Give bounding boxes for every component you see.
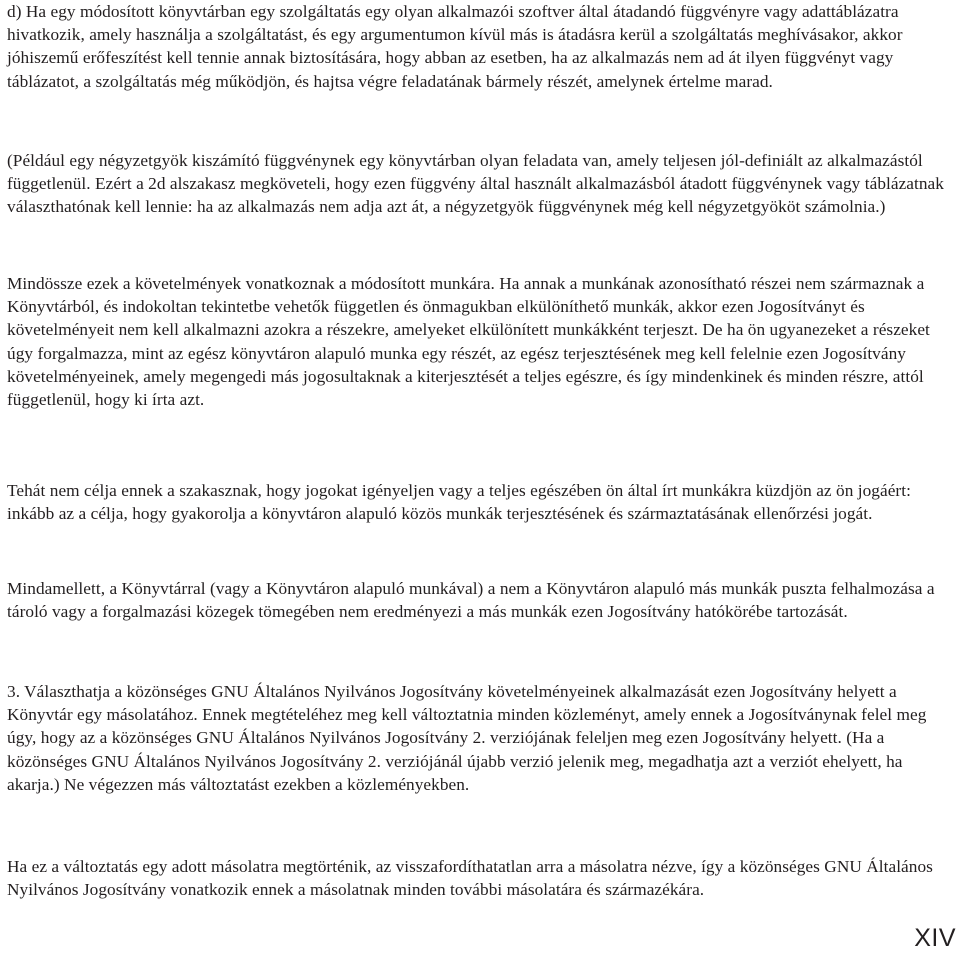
paragraph-irreversible-change: Ha ez a változtatás egy adott másolatra megtörténik, az visszafordíthatatlan arra a másolatra nézve, így a közönséges GNU Általános Nyilvános Jogosítvány vonatkozik ennek a másolatnak minden további másolatára és származékára.: [7, 857, 933, 900]
paragraph-section-2d: d) Ha egy módosított könyvtárban egy szolgáltatás egy olyan alkalmazói szoftver által átadandó függvényre vagy adattáblázatra hivatkozik, amely használja a szolgáltatást, és egy argumentumon kívül más is átadásra kerül a szolgáltatás meghívásakor, akkor jóhiszemű erőfeszítést kell tennie annak biztosítására, hogy abban az esetben, ha az alkalmazás nem ad át ilyen függvényt vagy táblázatot, a szolgáltatás még működjön, és hajtsa végre feladatának bármely részét, amelynek értelme marad.: [7, 2, 903, 91]
paragraph-section-intent: Tehát nem célja ennek a szakasznak, hogy jogokat igényeljen vagy a teljes egészében ön által írt munkákra küzdjön az ön jogáért: inkább az a célja, hogy gyakorolja a könyvtáron alapuló közös munkák terjesztésének és származtatásának ellenőrzési jogát.: [7, 481, 911, 524]
paragraph-mere-aggregation: Mindamellett, a Könyvtárral (vagy a Könyvtáron alapuló munkával) a nem a Könyvtáron alapuló más munkák puszta felhalmozása a tároló vagy a forgalmazási közegek tömegében nem eredményezi a más munkák ezen Jogosítvány hatókörébe tartozását.: [7, 579, 935, 622]
paragraph-modified-work-requirements: Mindössze ezek a követelmények vonatkoznak a módosított munkára. Ha annak a munkának azonosítható részei nem származnak a Könyvtárból, és indokoltan tekintetbe vehetők független és önmagukban elkülöníthető munkák, akkor ezen Jogosítványt és követelményeit nem kell alkalmazni azokra a részekre, amelyeket elkülönített munkákként terjeszt. De ha ön ugyanezeket a részeket úgy forgalmazza, mint az egész könyvtáron alapuló munka egy részét, az egész terjesztésének meg kell felelnie ezen Jogosítvány követelményeinek, amely megengedi más jogosultaknak a kiterjesztését a teljes egészre, és így mindenkinek és minden részre, attól függetlenül, hogy ki írta azt.: [7, 274, 930, 410]
paragraph-square-root-example: (Például egy négyzetgyök kiszámító függvénynek egy könyvtárban olyan feladata van, amely teljesen jól-definiált az alkalmazástól függetlenül. Ezért a 2d alszakasz megköveteli, hogy ezen függvény által használt alkalmazásból átadott függvénynek vagy táblázatnak választhatónak kell lennie: ha az alkalmazás nem adja azt át, a négyzetgyök függvénynek még kell négyzetgyököt számolnia.): [7, 151, 944, 217]
paragraph-section-3-gpl-option: 3. Választhatja a közönséges GNU Általános Nyilvános Jogosítvány követelményeinek alkalmazását ezen Jogosítvány helyett a Könyvtár egy másolatához. Ennek megtételéhez meg kell változtatnia minden közleményt, amely ennek a Jogosítványnak felel meg úgy, hogy az a közönséges GNU Általános Nyilvános Jogosítvány 2. verziójának feleljen meg ezen Jogosítvány helyett. (Ha a közönséges GNU Általános Nyilvános Jogosítvány 2. verziójánál újabb verzió jelenik meg, megadhatja azt a verziót ehelyett, ha akarja.) Ne végezzen más változtatást ezekben a közleményekben.: [7, 682, 927, 794]
page-number: XIV: [914, 924, 956, 952]
